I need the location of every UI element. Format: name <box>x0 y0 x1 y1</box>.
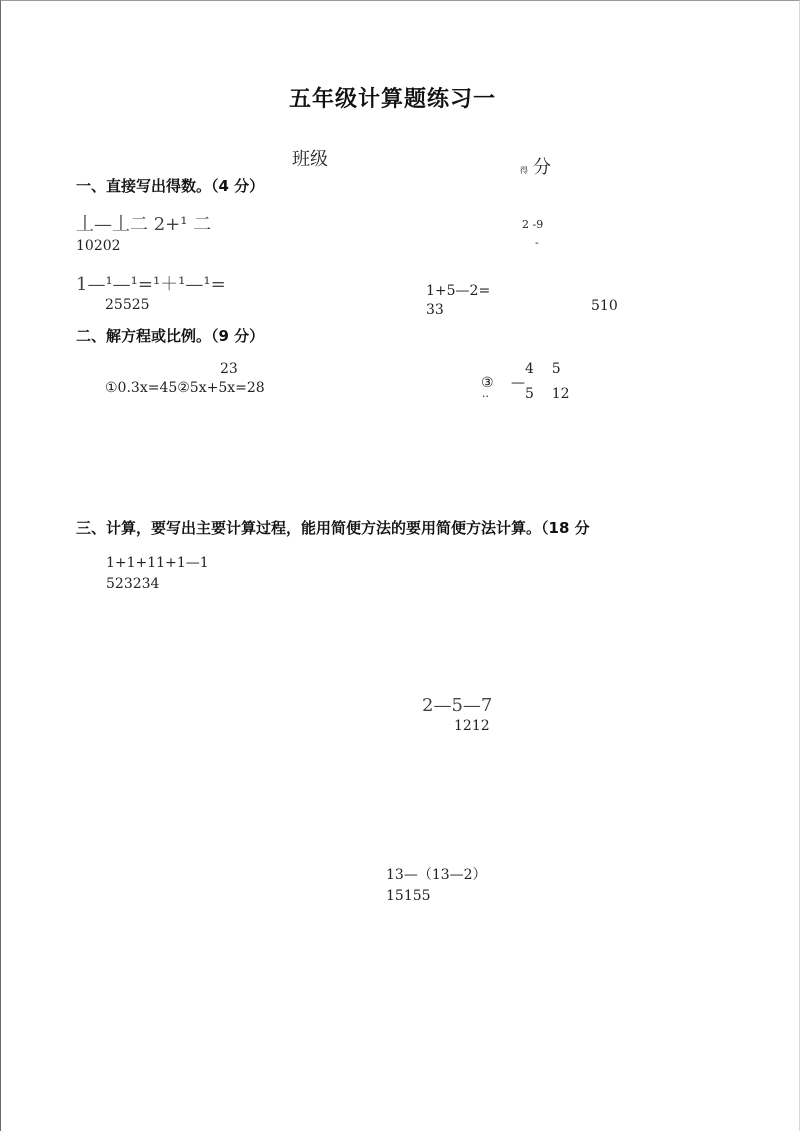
s1-q2-sub: 25525 <box>105 297 150 313</box>
page-title: 五年级计算题练习一 <box>289 86 497 112</box>
s2-eq-top: 23 <box>220 361 238 377</box>
class-label: 班级 <box>292 149 328 170</box>
score-label: 分 <box>533 157 551 178</box>
s3-p2-sub: 1212 <box>454 718 490 734</box>
s1-q1-line: 丄—丄二 2+¹ 二 <box>76 214 212 235</box>
s1-q2-line: 1—¹—¹=¹＋¹—¹= <box>76 274 226 295</box>
score-small-label: 得 <box>520 166 528 175</box>
s1-q3-right: 510 <box>591 298 618 314</box>
s1-q3-line: 1+5—2= <box>426 283 491 299</box>
s2-eq3-mark: ③ <box>481 375 494 391</box>
s1-q1-sub: 10202 <box>76 238 121 254</box>
s3-p1-line: 1+1+11+1—1 <box>106 555 209 571</box>
section3-heading: 三、计算，要写出主要计算过程，能用简便方法的要用简便方法计算。（18 分 <box>76 519 590 537</box>
s3-p1-sub: 523234 <box>106 576 160 592</box>
s2-eq3-bottom: 5 12 <box>525 386 570 402</box>
s1-q3-sub: 33 <box>426 302 444 318</box>
section2-heading: 二、解方程或比例。（9 分） <box>76 327 265 345</box>
s2-eq3-dots: ·· <box>482 390 489 403</box>
s2-eq3-dash: — <box>511 375 525 391</box>
s2-eq3-top: 4 5 <box>525 361 561 377</box>
s2-eq-line: ①0.3x=45②5x+5x=28 <box>105 380 265 396</box>
s3-p3-line: 13—（13—2） <box>386 867 487 883</box>
s1-q1-right-sub: - <box>535 236 539 249</box>
s1-q1-right-top: 2 -9 <box>522 218 544 231</box>
s3-p3-sub: 15155 <box>386 888 431 904</box>
section1-heading: 一、直接写出得数。（4 分） <box>76 177 265 195</box>
s3-p2-line: 2—5—7 <box>422 695 493 716</box>
